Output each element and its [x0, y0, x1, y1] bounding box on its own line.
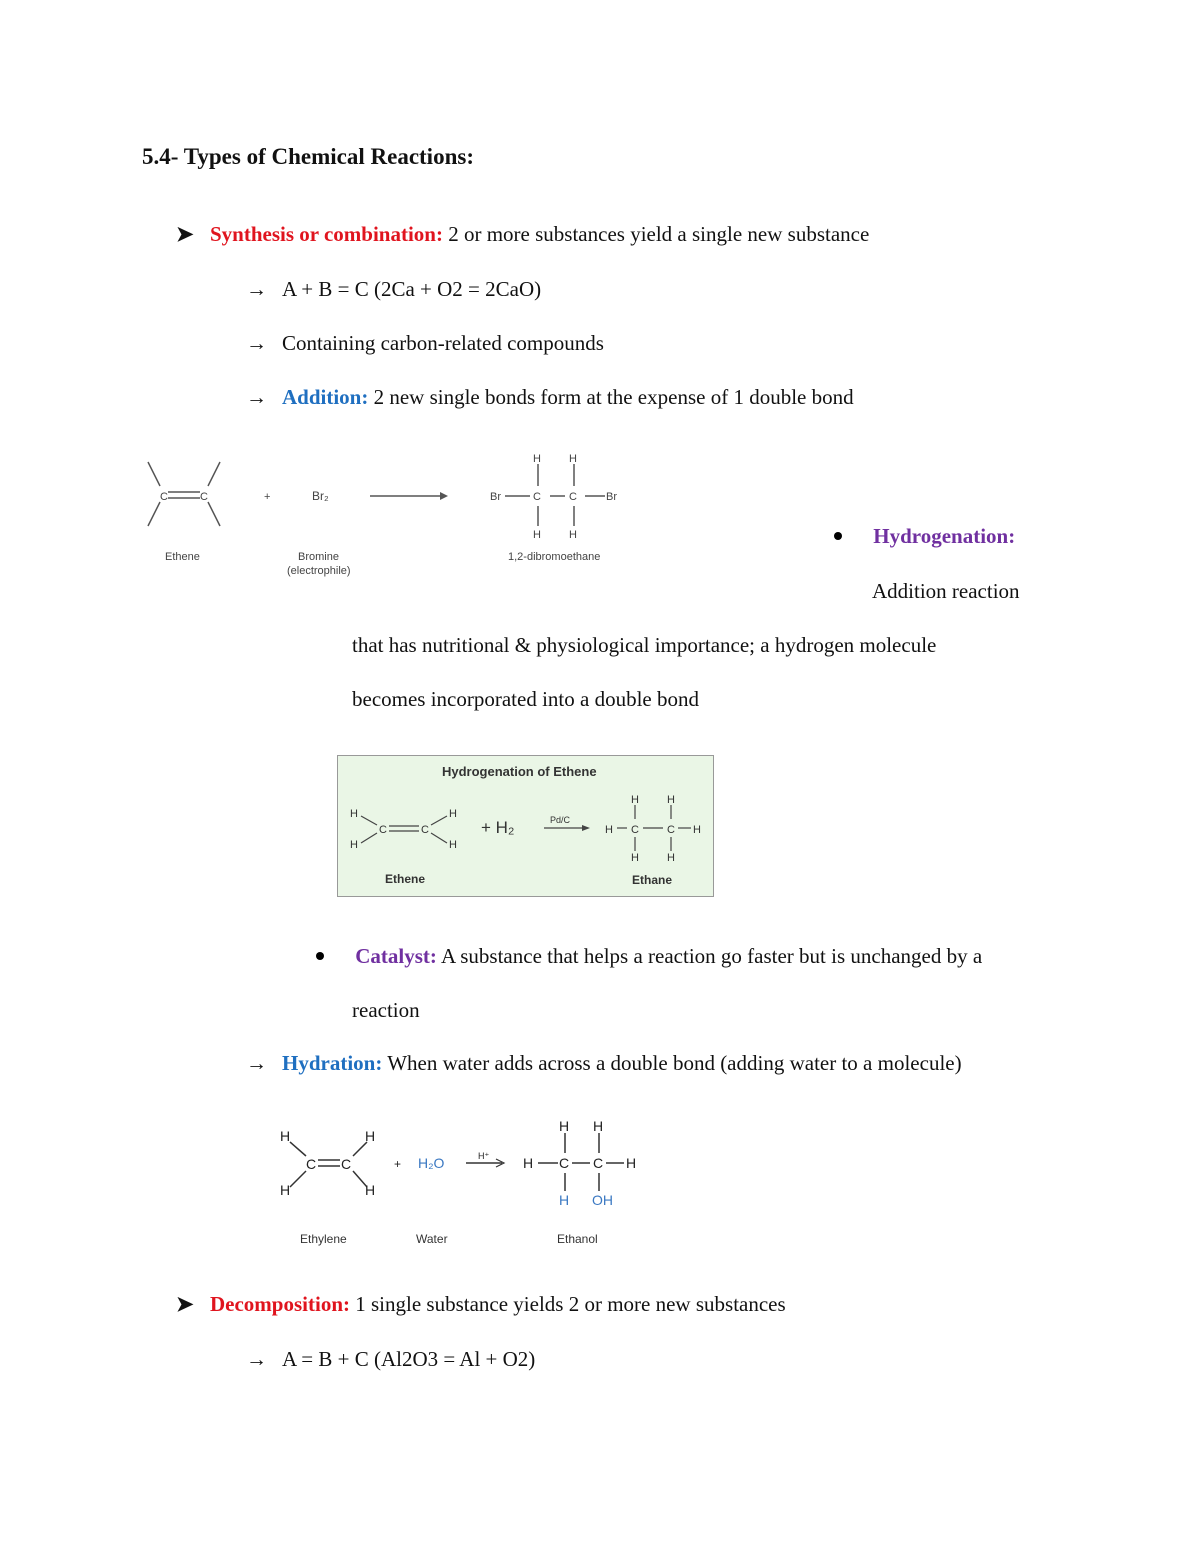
addition-label: Addition: [282, 385, 369, 409]
hydrogenation-line3: becomes incorporated into a double bond [352, 687, 699, 711]
decomposition-item [176, 1291, 786, 1317]
ethane-label: Ethane [632, 873, 673, 887]
hydration-figure [270, 1115, 650, 1255]
carbon-line: → Containing carbon-related compounds [246, 331, 604, 355]
atom-c: C [421, 824, 429, 836]
atom-h: H [559, 1192, 570, 1208]
page-title: 5.4- Types of Chemical Reactions: [142, 144, 474, 169]
hydration-line [246, 1050, 962, 1076]
atom-h: H [605, 824, 613, 836]
addition-text: 2 new single bonds form at the expense of 1 double bond [373, 385, 854, 409]
atom-c: C [306, 1156, 317, 1172]
bromine-label: Bromine [298, 551, 339, 563]
right-arrow-icon: → [246, 385, 267, 409]
atom-h: H [280, 1128, 291, 1144]
atom-h: H [449, 808, 457, 820]
right-arrow-icon: → [246, 1347, 267, 1371]
atom-h: H [626, 1155, 637, 1171]
hydrogenation-line2: that has nutritional & physiological importance; a hydrogen molecule [352, 633, 937, 657]
figure-title: Hydrogenation of Ethene [442, 764, 597, 779]
atom-h: H [569, 453, 577, 465]
atom-h: H [350, 808, 358, 820]
water-label: Water [416, 1232, 448, 1246]
atom-br: Br [606, 491, 617, 503]
plus-h2: + H₂ [481, 818, 515, 837]
acid-catalyst: H⁺ [478, 1151, 490, 1161]
catalyst-item [316, 943, 982, 969]
atom-h: H [449, 839, 457, 851]
decomposition-equation: → A = B + C (Al2O3 = Al + O2) [246, 1347, 536, 1371]
atom-h: H [667, 794, 675, 806]
catalyst-text: A substance that helps a reaction go faster but is unchanged by a [441, 944, 983, 968]
water-formula: H₂O [418, 1155, 445, 1171]
hydrogenation-figure [337, 755, 715, 898]
atom-c: C [631, 824, 639, 836]
hydration-text: When water adds across a double bond (adding water to a molecule) [387, 1051, 962, 1075]
hydrogenation-label: Hydrogenation: [873, 524, 1016, 548]
atom-h: H [350, 839, 358, 851]
atom-h: H [365, 1128, 376, 1144]
atom-c: C [593, 1155, 604, 1171]
atom-h: H [569, 529, 577, 541]
atom-h: H [593, 1118, 604, 1134]
atom-c: C [559, 1155, 570, 1171]
bromination-figure [130, 448, 630, 583]
arrowhead-bullet-icon: ➤ [176, 222, 194, 246]
synthesis-item [176, 221, 869, 247]
atom-h: H [523, 1155, 534, 1171]
synthesis-equation: → A + B = C (2Ca + O2 = 2CaO) [246, 277, 542, 301]
atom-c: C [341, 1156, 352, 1172]
catalyst-label: Pd/C [550, 815, 571, 825]
plus-sign: + [264, 491, 271, 503]
atom-br: Br [490, 491, 501, 503]
atom-h: H [533, 453, 541, 465]
atom-h: H [667, 852, 675, 864]
right-arrow-icon: → [246, 277, 267, 301]
right-arrow-icon: → [246, 331, 267, 355]
atom-c: C [569, 491, 577, 503]
bullet-dot-icon [316, 952, 324, 960]
atom-c: C [533, 491, 541, 503]
catalyst-line2: reaction [352, 998, 420, 1022]
atom-h: H [559, 1118, 570, 1134]
atom-c: C [160, 491, 168, 503]
bullet-dot-icon [834, 532, 842, 540]
decomposition-text: 1 single substance yields 2 or more new substances [355, 1292, 786, 1316]
hydration-label: Hydration: [282, 1051, 383, 1075]
atom-h: H [631, 794, 639, 806]
hydrogenation-item [834, 523, 1015, 549]
atom-h: H [631, 852, 639, 864]
arrowhead-bullet-icon: ➤ [176, 1292, 194, 1316]
atom-c: C [379, 824, 387, 836]
atom-h: H [533, 529, 541, 541]
atom-h: H [365, 1182, 376, 1198]
ethanol-label: Ethanol [557, 1232, 598, 1246]
atom-oh: OH [592, 1192, 613, 1208]
atom-h: H [693, 824, 701, 836]
decomposition-label: Decomposition: [210, 1292, 350, 1316]
plus-sign: + [394, 1157, 402, 1171]
product-label: 1,2-dibromoethane [508, 551, 601, 563]
catalyst-label: Catalyst: [355, 944, 437, 968]
atom-h: H [280, 1182, 291, 1198]
right-arrow-icon: → [246, 1051, 267, 1075]
ethene-label: Ethene [385, 872, 426, 886]
synthesis-label: Synthesis or combination: [210, 222, 443, 246]
hydrogenation-line1: Addition reaction [872, 579, 1020, 603]
electrophile-label: (electrophile) [287, 565, 351, 577]
synthesis-text: 2 or more substances yield a single new substance [448, 222, 870, 246]
ethylene-label: Ethylene [300, 1232, 347, 1246]
br2-label: Br₂ [312, 489, 329, 503]
atom-c: C [667, 824, 675, 836]
addition-line [246, 384, 854, 410]
ethene-label: Ethene [165, 551, 200, 563]
atom-c: C [200, 491, 208, 503]
